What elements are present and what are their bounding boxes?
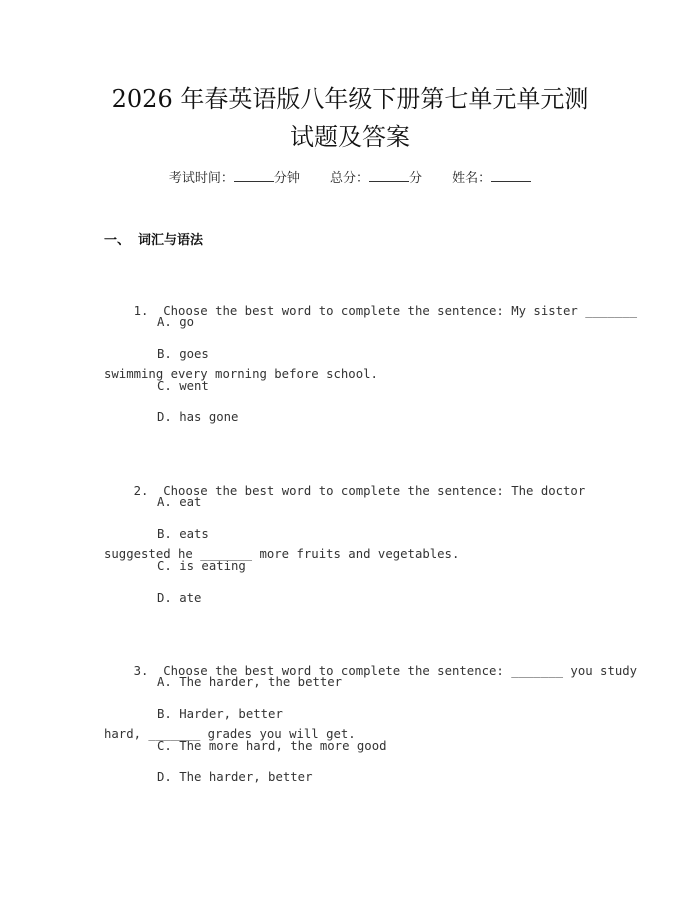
question-1-option-d: D. has gone <box>157 410 239 424</box>
total-score-field <box>330 167 422 186</box>
question-2-line-2: suggested he _______ more fruits and vegetables. <box>104 547 460 561</box>
total-score-unit: 分 <box>409 171 423 186</box>
question-3-option-b: B. Harder, better <box>157 707 283 721</box>
exam-time-unit: 分钟 <box>273 171 300 186</box>
question-2-option-d: D. ate <box>157 591 202 605</box>
question-3-option-d: D. The harder, better <box>157 770 313 784</box>
question-2-option-c: C. is eating <box>157 559 246 573</box>
question-3 <box>104 619 638 787</box>
question-2-text-1: Choose the best word to complete the sentence: The doctor <box>163 484 586 498</box>
question-3-option-c: C. The more hard, the more good <box>157 739 387 753</box>
question-1-option-b: B. goes <box>157 347 209 361</box>
exam-time-field <box>169 167 300 186</box>
question-3-text-1: Choose the best word to complete the sentence: _______ you study <box>163 664 638 678</box>
question-3-number: 3. <box>133 664 149 678</box>
question-1-text-1: Choose the best word to complete the sentence: My sister _______ <box>163 304 638 318</box>
question-1-option-c: C. went <box>157 379 209 393</box>
question-1-option-a: A. go <box>157 315 195 329</box>
question-3-line-2: hard, _______ grades you will get. <box>104 727 356 741</box>
question-2-option-a: A. eat <box>157 495 202 509</box>
name-blank <box>491 169 531 182</box>
total-score-label: 总分： <box>329 171 369 186</box>
exam-info-bar <box>0 167 700 186</box>
question-1 <box>104 259 638 427</box>
exam-time-label: 考试时间： <box>168 171 234 186</box>
page-title-line-1: 2026 年春英语版八年级下册第七单元单元测 <box>111 85 589 113</box>
exam-time-blank <box>234 169 274 182</box>
question-2 <box>104 439 598 607</box>
question-1-line-2: swimming every morning before school. <box>104 367 378 381</box>
section-number: 一、 <box>104 233 131 248</box>
question-2-option-b: B. eats <box>157 527 209 541</box>
section-heading <box>104 229 203 248</box>
total-score-blank <box>369 169 409 182</box>
question-2-number: 2. <box>133 484 149 498</box>
name-label: 姓名： <box>452 171 492 186</box>
page-title-line-2: 试题及答案 <box>290 123 410 151</box>
section-title: 词汇与语法 <box>138 233 204 248</box>
name-field <box>452 167 531 186</box>
question-1-number: 1. <box>133 304 149 318</box>
question-3-option-a: A. The harder, the better <box>157 675 343 689</box>
